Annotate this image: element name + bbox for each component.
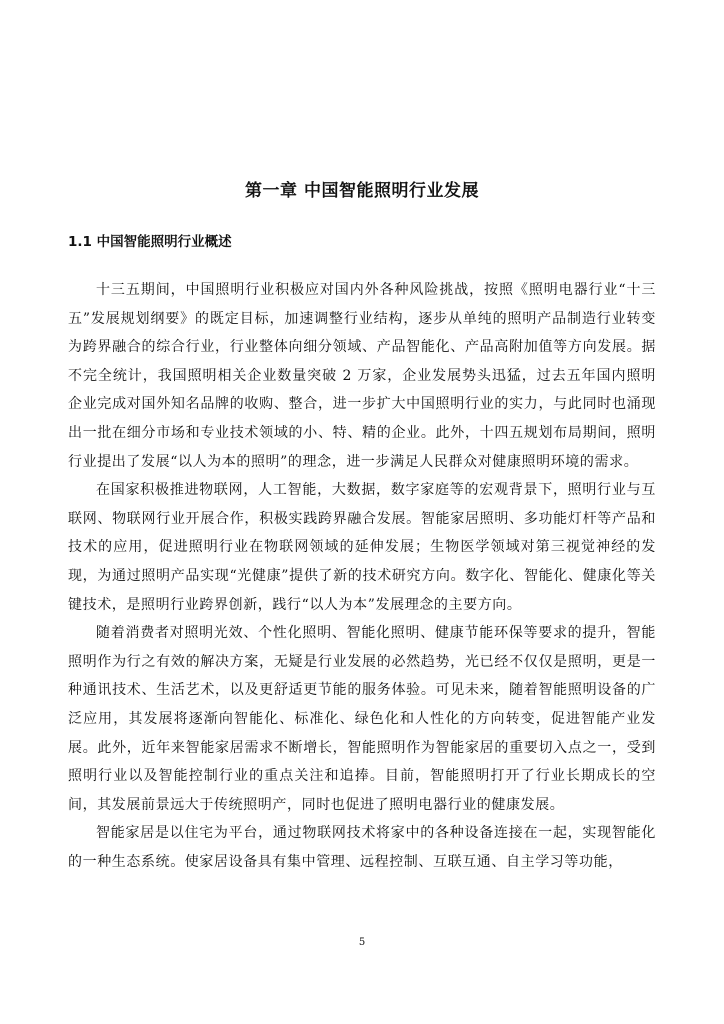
body-text [68, 276, 656, 876]
paragraph-4: 智能家居是以住宅为平台，通过物联网技术将家中的各种设备连接在一起，实现智能化的一种生态系统。使家居设备具有集中管理、远程控制、互联互通、自主学习等功能， [68, 825, 656, 870]
paragraph-3: 随着消费者对照明光效、个性化照明、智能化照明、健康节能环保等要求的提升，智能照明作为行之有效的解决方案，无疑是行业发展的必然趋势，光已经不仅仅是照明，更是一种通讯技术、生活艺术，以及更舒适更节能的服务体验。可见未来，随着智能照明设备的广泛应用，其发展将逐渐向智能化、标准化、绿色化和人性化的方向转变，促进智能产业发展。此外，近年来智能家居需求不断增长，智能照明作为智能家居的重要切入点之一，受到照明行业以及智能控制行业的重点关注和追捧。目前，智能照明打开了行业长期成长的空间，其发展前景远大于传统照明产，同时也促进了照明电器行业的健康发展。 [68, 625, 656, 813]
paragraph-2: 在国家积极推进物联网，人工智能，大数据，数字家庭等的宏观背景下，照明行业与互联网、物联网行业开展合作，积极实践跨界融合发展。智能家居照明、多功能灯杆等产品和技术的应用，促进照明行业在物联网领域的延伸发展；生物医学领域对第三视觉神经的发现，为通过照明产品实现“光健康”提供了新的技术研究方向。数字化、智能化、健康化等关键技术，是照明行业跨界创新，践行“以人为本”发展理念的主要方向。 [68, 482, 656, 613]
section-title: 1.1 中国智能照明行业概述 [68, 234, 232, 250]
chapter-title: 第一章 中国智能照明行业发展 [245, 181, 479, 201]
paragraph-1: 十三五期间，中国照明行业积极应对国内外各种风险挑战，按照《照明电器行业“十三五”发展规划纲要》的既定目标，加速调整行业结构，逐步从单纯的照明产品制造行业转变为跨界融合的综合行业，行业整体向细分领域、产品智能化、产品高附加值等方向发展。据不完全统计，我国照明相关企业数量突破 2 万家，企业发展势头迅猛，过去五年国内照明企业完成对国外知名品牌的收购、整合，进一步扩大中国照明行业的实力，与此同时也涌现出一批在细分市场和专业技术领域的小、特、精的企业。此外，十四五规划布局期间，照明行业提出了发展“以人为本的照明”的理念，进一步满足人民群众对健康照明环境的需求。 [68, 282, 656, 470]
page-number: 5 [358, 937, 366, 948]
